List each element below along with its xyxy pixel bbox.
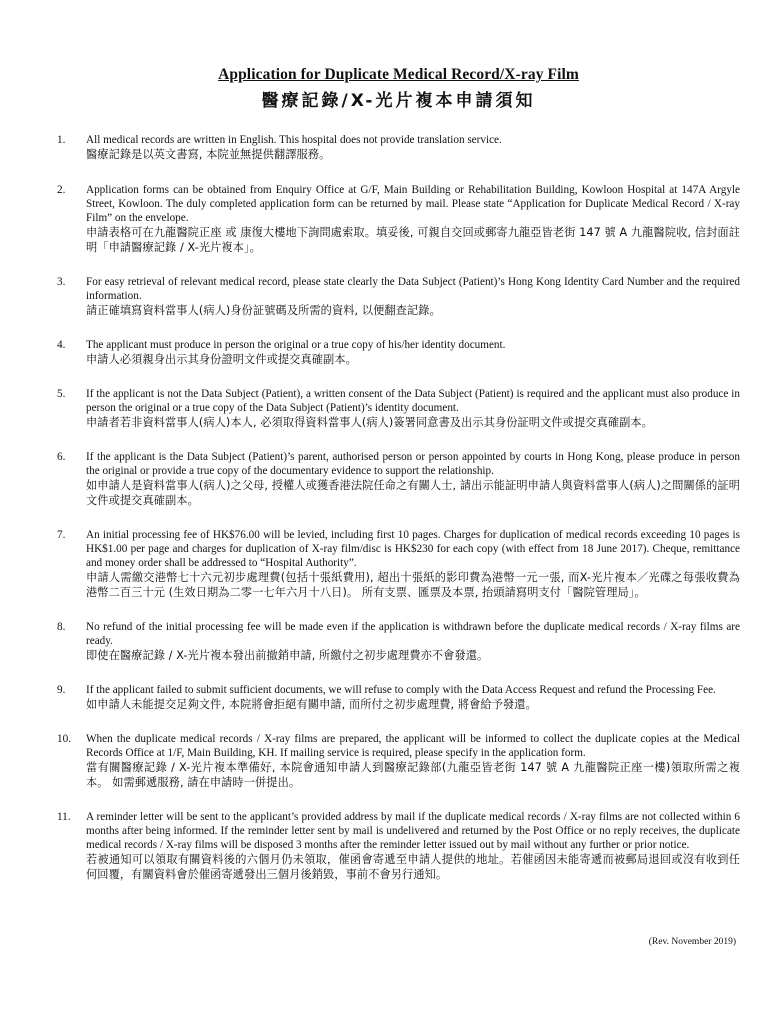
item-text-chinese: 申請人需繳交港幣七十六元初步處理費(包括十張紙費用), 超出十張紙的影印費為港幣一元一張, 而X-光片複本／光碟之每張收費為港幣二百三十元 (生效日期為二零一七年六月十八日)。 所有支票、匯票及本票, 抬頭請寫明支付「醫院管理局」。 bbox=[86, 571, 740, 599]
item-text-chinese: 醫療記錄是以英文書寫, 本院並無提供翻譯服務。 bbox=[86, 148, 331, 161]
item-number: 3. bbox=[57, 276, 66, 288]
item-number: 2. bbox=[57, 184, 66, 196]
item-text-english: When the duplicate medical records / X-ray films are prepared, the applicant will be informed to collect the duplicate copies at the Medical Records Office at 1/F, Main Building, KH. If mailing service is required, please specify in the application form. bbox=[86, 733, 740, 759]
list-item bbox=[57, 275, 740, 318]
item-body bbox=[86, 183, 740, 255]
item-body bbox=[86, 387, 740, 430]
item-text-chinese: 若被通知可以領取有關資料後的六個月仍未領取，催函會寄遞至申請人提供的地址。若催函因未能寄遞而被郵局退回或沒有收到任何回覆，有關資料會於催函寄遞發出三個月後銷毀，事前不會另行通知。 bbox=[86, 853, 740, 881]
item-text-english: If the applicant failed to submit sufficient documents, we will refuse to comply with the Data Access Request and refund the Processing Fee. bbox=[86, 684, 716, 696]
item-text-english: Application forms can be obtained from Enquiry Office at G/F, Main Building or Rehabilitation Building, Kowloon Hospital at 147A Argyle Street, Kowloon. The duly completed application form can be returned by mail. Please state “Application for Duplicate Medical Record / X-ray Film” on the envelope. bbox=[86, 184, 740, 224]
list-item bbox=[57, 183, 740, 255]
item-number: 6. bbox=[57, 451, 66, 463]
list-item bbox=[57, 732, 740, 790]
item-text-english: If the applicant is not the Data Subject (Patient), a written consent of the Data Subject (Patient) is required and the applicant must also produce in person the original or a true copy of the Data Subject (Patient)’s identity document. bbox=[86, 388, 740, 414]
item-body bbox=[86, 732, 740, 790]
title-chinese: 醫療記錄/X-光片複本申請須知 bbox=[261, 91, 536, 111]
item-text-chinese: 申請者若非資料當事人(病人)本人, 必須取得資料當事人(病人)簽署同意書及出示其身份証明文件或提交真確副本。 bbox=[86, 416, 653, 429]
item-text-english: The applicant must produce in person the original or a true copy of his/her identity document. bbox=[86, 339, 506, 351]
title-english: Application for Duplicate Medical Record/X-ray Film bbox=[218, 66, 579, 83]
item-text-chinese: 申請人必須親身出示其身份證明文件或提交真確副本。 bbox=[86, 353, 357, 366]
revision-note: (Rev. November 2019) bbox=[648, 937, 736, 947]
item-body bbox=[86, 133, 740, 162]
list-item bbox=[57, 338, 740, 367]
item-text-chinese: 即使在醫療記錄 / X-光片複本發出前撤銷申請, 所繳付之初步處理費亦不會發還。 bbox=[86, 649, 489, 662]
item-text-chinese: 如申請人未能提交足夠文件, 本院將會拒絕有關申請, 而所付之初步處理費, 將會給予發還。 bbox=[86, 698, 537, 711]
item-number: 7. bbox=[57, 529, 66, 541]
item-body bbox=[86, 450, 740, 508]
instruction-list bbox=[57, 133, 740, 882]
item-body bbox=[86, 620, 740, 663]
item-body bbox=[86, 810, 740, 882]
item-number: 10. bbox=[57, 733, 71, 745]
item-text-english: An initial processing fee of HK$76.00 will be levied, including first 10 pages. Charges for duplication of medical records exceeding 10 pages is HK$1.00 per page and charges for duplication of X-ray film/disc is HK$230 for each copy (with effect from 18 June 2017). Cheque, remittance and money order shall be addressed to “Hospital Authority”. bbox=[86, 529, 740, 569]
list-item bbox=[57, 528, 740, 600]
item-text-english: No refund of the initial processing fee will be made even if the application is withdrawn before the duplicate medical records / X-ray films are ready. bbox=[86, 621, 740, 647]
list-item bbox=[57, 387, 740, 430]
item-number: 11. bbox=[57, 811, 71, 823]
item-body bbox=[86, 338, 740, 367]
list-item bbox=[57, 450, 740, 508]
item-number: 1. bbox=[57, 134, 66, 146]
list-item bbox=[57, 810, 740, 882]
item-text-english: All medical records are written in English. This hospital does not provide translation service. bbox=[86, 134, 502, 146]
item-text-chinese: 申請表格可在九龍醫院正座 或 康復大樓地下詢問處索取。填妥後, 可親自交回或郵寄九龍亞皆老街 147 號 A 九龍醫院收, 信封面註明「申請醫療記錄 / X-光片複本」。 bbox=[86, 226, 740, 254]
item-text-english: If the applicant is the Data Subject (Patient)’s parent, authorised person or person appointed by courts in Hong Kong, please produce in person the original or provide a true copy of the documentary evidence to support the relationship. bbox=[86, 451, 740, 477]
item-number: 9. bbox=[57, 684, 66, 696]
item-text-chinese: 如申請人是資料當事人(病人)之父母, 授權人或獲香港法院任命之有關人士, 請出示能証明申請人與資料當事人(病人)之間關係的証明文件或提交真確副本。 bbox=[86, 479, 740, 507]
item-body bbox=[86, 683, 740, 712]
item-body bbox=[86, 275, 740, 318]
list-item bbox=[57, 620, 740, 663]
item-body bbox=[86, 528, 740, 600]
list-item bbox=[57, 683, 740, 712]
item-text-chinese: 請正確填寫資料當事人(病人)身份証號碼及所需的資料, 以便翻查記錄。 bbox=[86, 304, 441, 317]
item-number: 8. bbox=[57, 621, 66, 633]
item-number: 5. bbox=[57, 388, 66, 400]
item-number: 4. bbox=[57, 339, 66, 351]
list-item bbox=[57, 133, 740, 162]
item-text-english: For easy retrieval of relevant medical record, please state clearly the Data Subject (Patient)’s Hong Kong Identity Card Number and the required information. bbox=[86, 276, 740, 302]
item-text-english: A reminder letter will be sent to the applicant’s provided address by mail if the duplicate medical records / X-ray films are not collected within 6 months after being informed. If the reminder letter sent by mail is undelivered and returned by the Post Office or no reply receives, the duplicate medical records / X-ray films will be disposed 3 months after the reminder letter issued out by mail without any further or prior notice. bbox=[86, 811, 740, 851]
item-text-chinese: 當有關醫療記錄 / X-光片複本準備好, 本院會通知申請人到醫療記錄部(九龍亞皆老街 147 號 A 九龍醫院正座一樓)領取所需之複本。 如需郵遞服務, 請在申請時一併提出。 bbox=[86, 761, 740, 789]
